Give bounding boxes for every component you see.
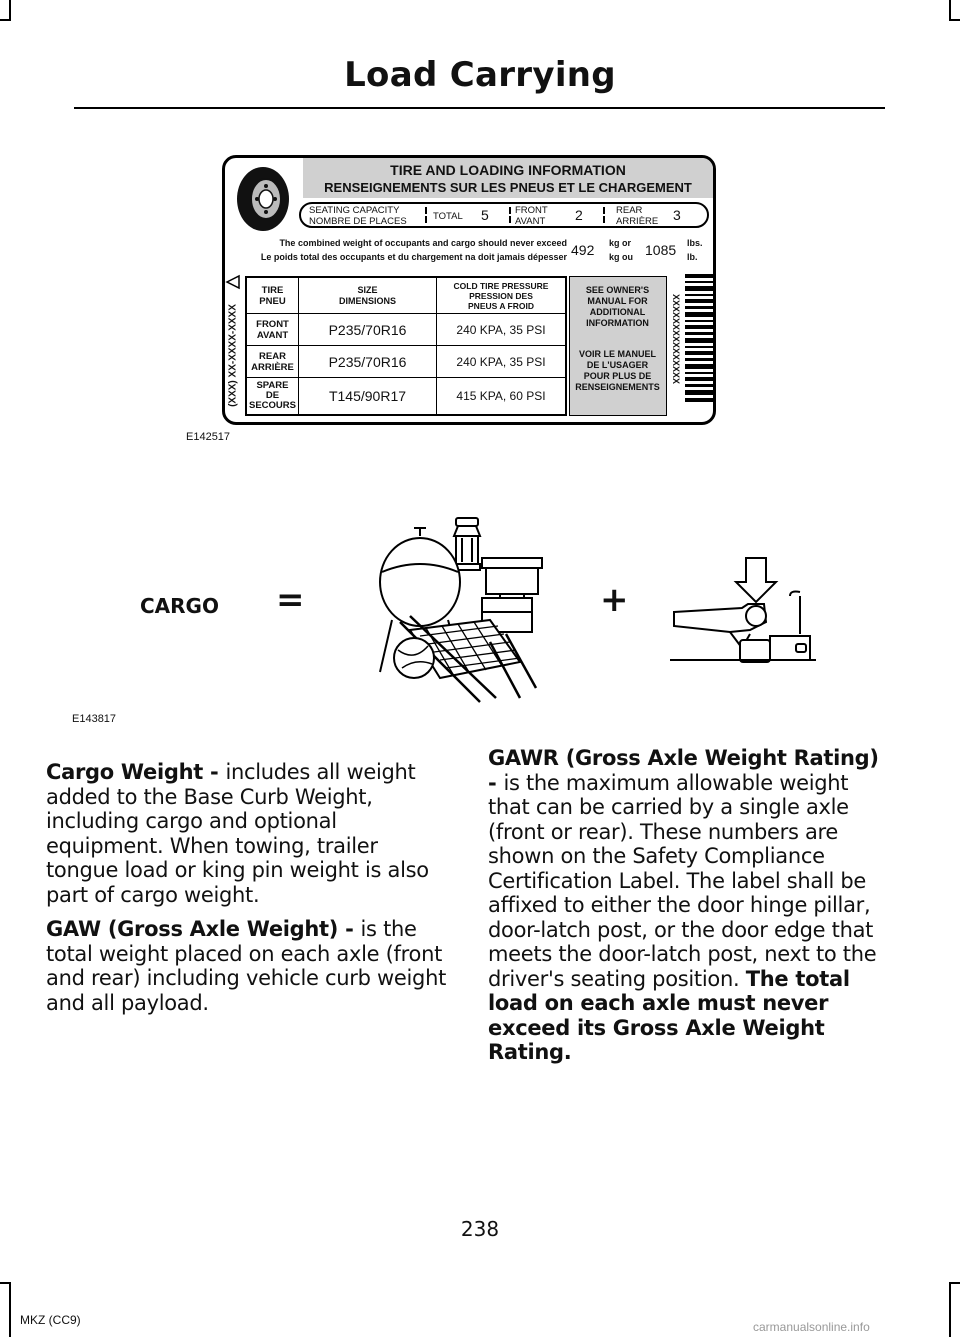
combined-weight-fr: Le poids total des occupants et du chargement na doit jamais dépesser [260,252,567,262]
gawr-term: GAWR (Gross Axle Weight Rating) - [488,746,879,795]
rear-seats-value: 3 [673,207,681,223]
cargo-weight-term: Cargo Weight - [46,760,226,784]
footer-model: MKZ (CC9) [20,1313,81,1327]
header-rule [74,107,885,109]
note-en: SEE OWNER'S MANUAL FOR ADDITIONAL INFORMATION [585,285,650,328]
row-front-pressure: 240 KPA, 35 PSI [437,314,565,346]
tongue-load-illustration [670,556,816,668]
row-front-name: FRONT AVANT [247,314,299,346]
crop-mark [0,19,11,21]
right-code-vertical: XXXXXXXXXXXXXXX [671,293,681,385]
row-rear-pressure: 240 KPA, 35 PSI [437,346,565,378]
crop-mark [949,1282,960,1284]
row-spare-name: SPARE DE SECOURS [247,378,299,414]
gaw-paragraph [46,917,452,1015]
left-code-vertical: (XXX) XX-XXXX-XXXX [225,272,241,416]
cargo-weight-text: includes all weight added to the Base Curb Weight, including cargo and optional equipment. When towing, trailer tongue load or king pin weight is also part of cargo weight. [46,760,429,907]
weight-lbs-value: 1085 [645,242,677,258]
front-seats-value: 2 [575,207,583,223]
row-spare-pressure: 415 KPA, 60 PSI [456,389,546,403]
page-title: Load Carrying [344,55,616,95]
row-spare-size: T145/90R17 [299,378,437,414]
gaw-text: is the total weight placed on each axle (front and rear) including vehicle curb weight and all payload. [46,917,447,1015]
gawr-paragraph [488,746,884,1065]
label-title-en: TIRE AND LOADING INFORMATION [390,162,626,178]
gaw-term: GAW (Gross Axle Weight) - [46,917,361,941]
tire-pressure-table [245,276,567,416]
col-header-size: SIZE DIMENSIONS [299,278,437,314]
label-title-fr: RENSEIGNEMENTS SUR LES PNEUS ET LE CHARGEMENT [324,180,692,195]
owners-manual-note [569,276,667,416]
crop-mark [949,19,960,21]
cargo-weight-paragraph [46,760,452,907]
crop-mark [949,0,951,20]
weight-lbs-unit: lbs. lb. [687,238,703,262]
crop-mark [0,1282,11,1284]
figure-code-1: E142517 [186,431,231,443]
note-fr: VOIR LE MANUEL DE L'USAGER POUR PLUS DE RENSEIGNEMENTS [575,349,660,392]
total-value: 5 [481,207,489,223]
watermark: carmanualsonline.info [753,1320,870,1334]
crop-mark [9,0,11,20]
barcode [685,274,713,404]
row-rear-name: REAR ARRIÈRE [247,346,299,378]
equals-sign: = [276,580,305,620]
rear-seats-label: REAR ARRIÈRE [616,205,659,227]
gawr-text: is the maximum allowable weight that can be carried by a single axle (front or rear). These numbers are shown on the Safety Compliance Certification Label. The label shall be affixed to either the door hinge pillar, door-latch post, or the door edge that meets the door-latch post, next to the driver's seating position. [488,770,877,991]
row-rear-size: P235/70R16 [299,346,437,378]
combined-weight-en: The combined weight of occupants and cargo should never exceed [279,238,567,248]
weight-kg-unit: kg or kg ou [609,238,633,262]
cargo-items-illustration [370,512,550,708]
seating-capacity-bar [299,202,709,228]
row-front-size: P235/70R16 [299,314,437,346]
figure-code-2: E143817 [72,713,117,725]
plus-sign: + [600,580,629,620]
tire-icon [233,164,295,234]
crop-mark [949,1282,951,1337]
weight-kg-value: 492 [571,242,595,258]
cargo-word: CARGO [140,594,219,618]
col-header-tire: TIRE PNEU [247,278,299,314]
tire-loading-label [222,155,716,425]
total-label: TOTAL [433,211,463,222]
col-header-pressure: COLD TIRE PRESSURE PRESSION DES PNEUS A FROID [437,278,565,314]
gawr-warning: The total load on each axle must never exceed its Gross Axle Weight Rating. [488,966,850,1064]
crop-mark [9,1282,11,1337]
page-number: 238 [460,1217,500,1241]
front-seats-label: FRONT AVANT [515,205,548,227]
seating-label: SEATING CAPACITY NOMBRE DE PLACES [309,205,407,227]
